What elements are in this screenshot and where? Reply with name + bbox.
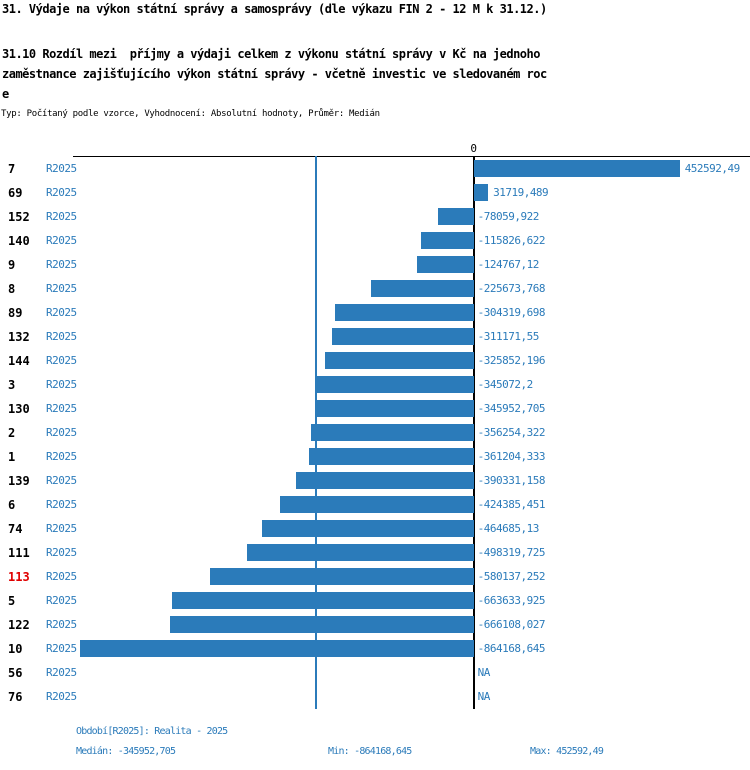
row-value-label: 31719,489 — [493, 186, 549, 199]
chart-row — [0, 517, 750, 541]
chart-row — [0, 685, 750, 709]
value-bar — [474, 184, 488, 201]
row-id: 113 — [8, 570, 30, 584]
row-id: 140 — [8, 234, 30, 248]
row-id: 5 — [8, 594, 16, 608]
chart-row — [0, 565, 750, 589]
row-id: 1 — [8, 450, 16, 464]
value-bar — [335, 304, 474, 321]
row-value-label: -498319,725 — [477, 546, 545, 559]
value-bar — [311, 424, 473, 441]
row-value-label: -390331,158 — [477, 474, 545, 487]
chart-row — [0, 661, 750, 685]
row-series-label: R2025 — [46, 594, 77, 607]
row-value-label: -115826,622 — [477, 234, 545, 247]
row-value-label: -580137,252 — [477, 570, 545, 583]
chart-row — [0, 277, 750, 301]
row-series-label: R2025 — [46, 666, 77, 679]
value-bar — [421, 232, 474, 249]
row-series-label: R2025 — [46, 522, 77, 535]
chart-row — [0, 613, 750, 637]
row-id: 122 — [8, 618, 30, 632]
report-subtitle-line: e — [2, 87, 9, 101]
row-value-label: -311171,55 — [477, 330, 539, 343]
value-bar — [247, 544, 474, 561]
value-bar — [296, 472, 474, 489]
row-id: 7 — [8, 162, 16, 176]
value-bar — [172, 592, 474, 609]
row-series-label: R2025 — [46, 570, 77, 583]
chart-row — [0, 637, 750, 661]
chart-row — [0, 397, 750, 421]
row-value-label: -424385,451 — [477, 498, 545, 511]
value-bar — [262, 520, 474, 537]
report-meta: Typ: Počítaný podle vzorce, Vyhodnocení: Absolutní hodnoty, Průměr: Medián — [1, 109, 380, 119]
row-series-label: R2025 — [46, 690, 77, 703]
report-subtitle-line: 31.10 Rozdíl mezi příjmy a výdaji celkem z výkonu státní správy v Kč na jednoho — [2, 47, 540, 61]
row-series-label: R2025 — [46, 642, 77, 655]
footer-median: Medián: -345952,705 — [76, 746, 176, 757]
row-series-label: R2025 — [46, 474, 77, 487]
row-value-label: -225673,768 — [477, 282, 545, 295]
zero-tick-label: 0 — [470, 142, 477, 155]
row-id: 132 — [8, 330, 30, 344]
footer-period: Období[R2025]: Realita - 2025 — [76, 726, 228, 737]
row-value-label: -663633,925 — [477, 594, 545, 607]
value-bar — [80, 640, 473, 657]
row-id: 76 — [8, 690, 23, 704]
value-bar — [371, 280, 474, 297]
chart-row — [0, 157, 750, 181]
footer-max: Max: 452592,49 — [530, 746, 604, 757]
chart-row — [0, 589, 750, 613]
value-bar — [438, 208, 474, 225]
row-series-label: R2025 — [46, 330, 77, 343]
row-value-label: -361204,333 — [477, 450, 545, 463]
row-series-label: R2025 — [46, 426, 77, 439]
row-value-label: -345072,2 — [477, 378, 533, 391]
value-bar — [280, 496, 473, 513]
row-series-label: R2025 — [46, 162, 77, 175]
row-series-label: R2025 — [46, 402, 77, 415]
chart-row — [0, 325, 750, 349]
value-bar — [210, 568, 474, 585]
row-series-label: R2025 — [46, 306, 77, 319]
row-id: 139 — [8, 474, 30, 488]
chart-row — [0, 469, 750, 493]
row-id: 9 — [8, 258, 16, 272]
chart-row — [0, 229, 750, 253]
row-series-label: R2025 — [46, 498, 77, 511]
row-id: 10 — [8, 642, 23, 656]
value-bar — [309, 448, 473, 465]
row-value-label: -345952,705 — [477, 402, 545, 415]
row-series-label: R2025 — [46, 546, 77, 559]
row-value-label: -124767,12 — [477, 258, 539, 271]
row-id: 89 — [8, 306, 23, 320]
row-series-label: R2025 — [46, 378, 77, 391]
row-value-label: NA — [477, 690, 490, 703]
row-id: 144 — [8, 354, 30, 368]
report-subtitle-line: zaměstnance zajišťujícího výkon státní správy - včetně investic ve sledovaném roc — [2, 67, 547, 81]
value-bar — [417, 256, 474, 273]
row-value-label: -864168,645 — [477, 642, 545, 655]
report-title: 31. Výdaje na výkon státní správy a samosprávy (dle výkazu FIN 2 - 12 M k 31.12.) — [2, 2, 547, 16]
row-value-label: -464685,13 — [477, 522, 539, 535]
row-value-label: NA — [477, 666, 490, 679]
row-id: 111 — [8, 546, 30, 560]
row-value-label: -666108,027 — [477, 618, 545, 631]
row-id: 130 — [8, 402, 30, 416]
row-series-label: R2025 — [46, 618, 77, 631]
value-bar — [325, 352, 473, 369]
row-id: 74 — [8, 522, 23, 536]
row-id: 2 — [8, 426, 16, 440]
row-id: 6 — [8, 498, 16, 512]
value-bar — [474, 160, 680, 177]
chart-row — [0, 373, 750, 397]
row-series-label: R2025 — [46, 186, 77, 199]
row-value-label: -304319,698 — [477, 306, 545, 319]
chart-row — [0, 301, 750, 325]
value-bar — [317, 376, 474, 393]
row-id: 152 — [8, 210, 30, 224]
chart-row — [0, 205, 750, 229]
row-series-label: R2025 — [46, 210, 77, 223]
row-id: 56 — [8, 666, 23, 680]
chart-row — [0, 493, 750, 517]
chart-row — [0, 253, 750, 277]
row-value-label: 452592,49 — [684, 162, 740, 175]
row-series-label: R2025 — [46, 282, 77, 295]
value-bar — [332, 328, 474, 345]
chart-row — [0, 349, 750, 373]
row-value-label: -78059,922 — [477, 210, 539, 223]
row-id: 69 — [8, 186, 23, 200]
row-series-label: R2025 — [46, 258, 77, 271]
chart-row — [0, 445, 750, 469]
row-id: 8 — [8, 282, 16, 296]
row-series-label: R2025 — [46, 450, 77, 463]
chart-row — [0, 421, 750, 445]
row-value-label: -356254,322 — [477, 426, 545, 439]
chart-row — [0, 541, 750, 565]
value-bar — [316, 400, 474, 417]
chart-row — [0, 181, 750, 205]
row-series-label: R2025 — [46, 234, 77, 247]
footer-min: Min: -864168,645 — [328, 746, 412, 757]
value-bar — [170, 616, 473, 633]
row-series-label: R2025 — [46, 354, 77, 367]
row-id: 3 — [8, 378, 16, 392]
row-value-label: -325852,196 — [477, 354, 545, 367]
